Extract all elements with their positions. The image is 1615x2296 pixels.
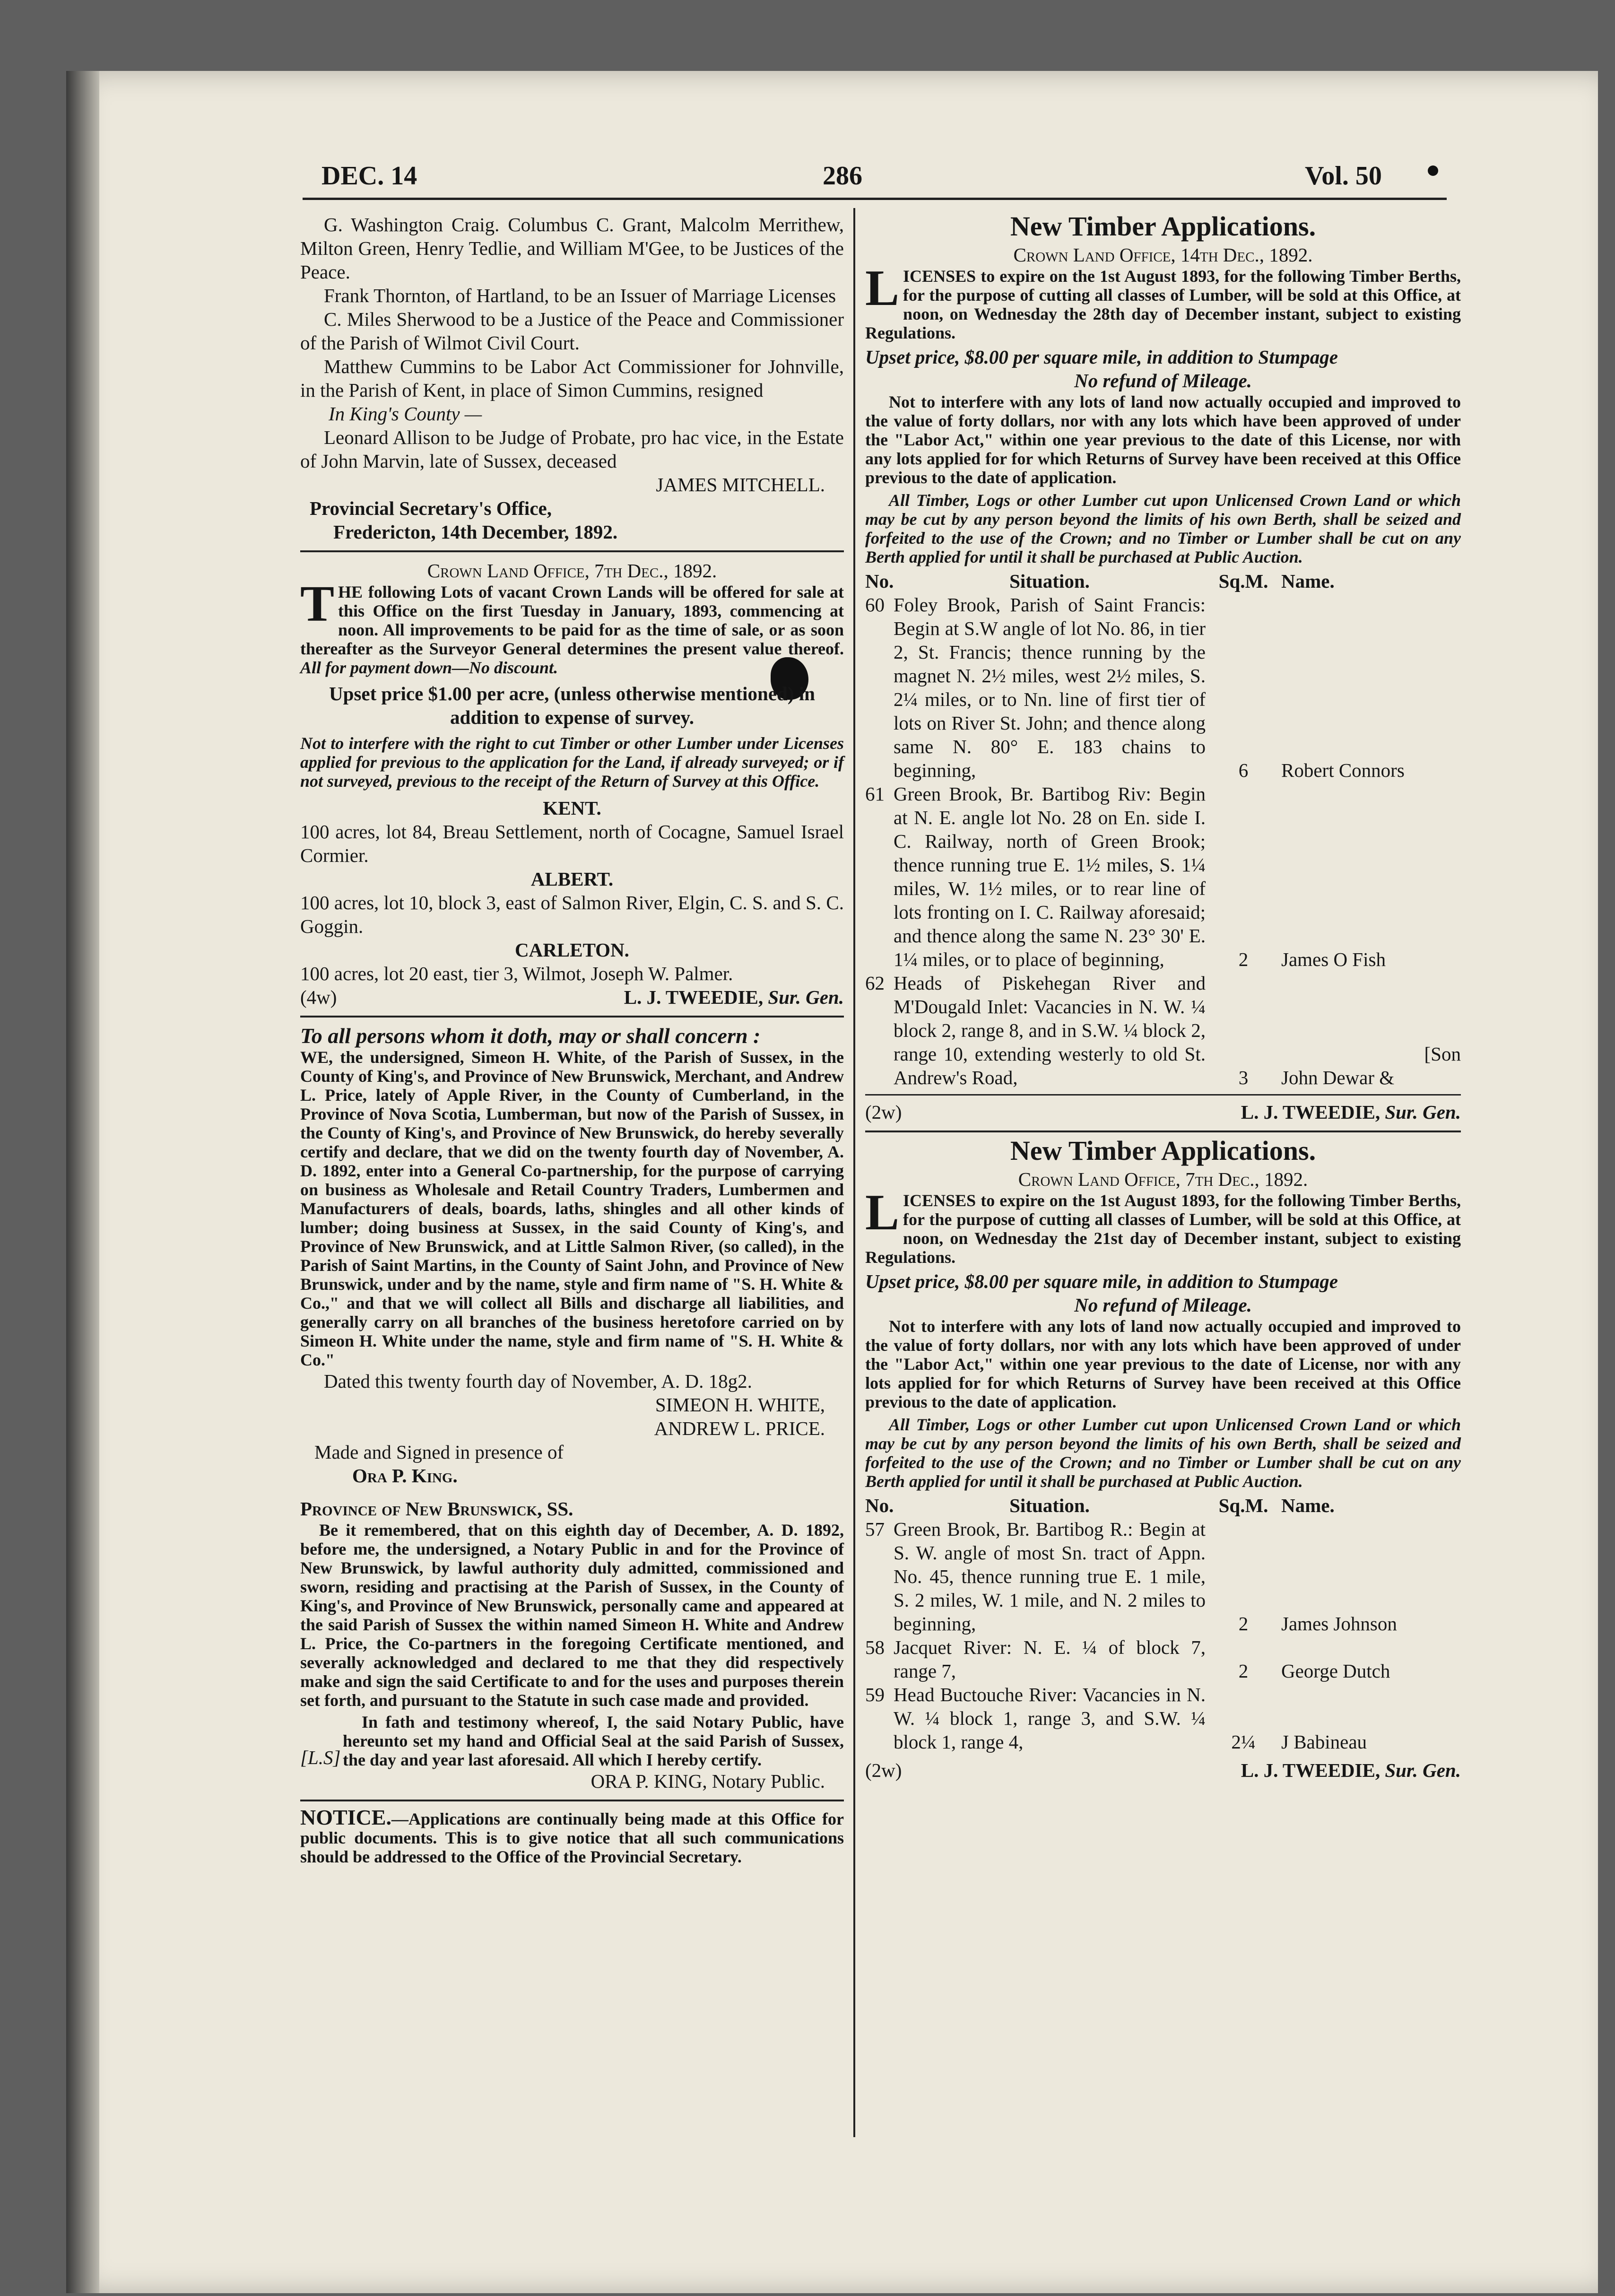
header-volume: Vol. 50 — [1305, 161, 1382, 191]
row-name-extra: [Son — [1424, 1043, 1461, 1065]
section1-upset: Upset price, $8.00 per square mile, in addition to Stumpage — [865, 346, 1338, 368]
appointment-justices: G. Washington Craig. Columbus C. Grant, Malcolm Merrithew, Milton Green, Henry Tedlie, and William M'Gee, to be Justices of the Peace. — [300, 214, 844, 283]
ink-dot — [1428, 165, 1438, 176]
col-name: Name. — [1281, 1495, 1335, 1516]
col-no: No. — [865, 1495, 894, 1516]
row-sqm: 3 — [1238, 1067, 1249, 1088]
col-name: Name. — [1281, 570, 1335, 592]
row-no: 58 — [865, 1636, 885, 1658]
partner-price: ANDREW L. PRICE. — [654, 1418, 825, 1439]
section2-title: New Timber Applications. — [1010, 1135, 1316, 1166]
county-kent: KENT. — [543, 797, 601, 819]
tweedie-code: (4w) — [300, 986, 337, 1008]
section2-all-timber: All Timber, Logs or other Lumber cut upon Unlicensed Crown Land or which may be cut by any person beyond the limits of his own Berth, shall be seized and forfeited to the use of the Crown; and no Timber or Lumber shall be cut on any Berth applied for until it shall be purchased at Public Auction. — [865, 1415, 1461, 1491]
row-no: 59 — [865, 1684, 885, 1705]
rule — [300, 550, 844, 552]
witness: Ora P. King. — [352, 1465, 458, 1487]
row-sqm: 2 — [1238, 1660, 1249, 1682]
header-page-number: 286 — [823, 161, 862, 191]
remembered-paragraph: Be it remembered, that on this eighth day of December, A. D. 1892, before me, the undersigned, a Notary Public in and for the Province of New Brunswick, by lawful authority duly admitted, commissioned and sworn, residing and practising at the Parish of Sussex, in the County of King's, and Province of New Brunswick, personally came and appeared at the said Parish of Sussex the within named Simeon H. White and Andrew L. Price, the Co-partners in the foregoing Certificate mentioned, and severally acknowledged and declared to me that they did respectively make and sign the said Certificate to and for the uses and purposes therein set forth, and pursuant to the Statute in such case made and provided. — [300, 1521, 844, 1710]
section1-refund: No refund of Mileage. — [1074, 370, 1252, 391]
section2-licenses: ICENSES to expire on the 1st August 1893, for the following Timber Berths, for the purpose of cutting all classes of Lumber, will be sold at this Office, at noon, on Wednesday the 21st day of December instant, subject to existing Regulations. — [865, 1191, 1461, 1267]
kings-county: In King's County — — [329, 403, 482, 425]
notice-label: NOTICE. — [300, 1805, 391, 1829]
row-name: John Dewar & — [1281, 1067, 1395, 1088]
section1-title: New Timber Applications. — [1010, 211, 1316, 242]
rule — [300, 1016, 844, 1018]
section1-signer-title: Sur. Gen. — [1385, 1101, 1461, 1123]
right-column — [865, 213, 1461, 1782]
province-heading: Province of New Brunswick, SS. — [300, 1498, 573, 1520]
section2-refund: No refund of Mileage. — [1074, 1294, 1252, 1316]
tweedie-signer: L. J. TWEEDIE, — [624, 986, 764, 1008]
table-row — [865, 593, 1461, 782]
rule — [300, 1800, 844, 1801]
section2-signer-title: Sur. Gen. — [1385, 1759, 1461, 1781]
made-signed: Made and Signed in presence of — [314, 1441, 564, 1463]
concern-heading: To all persons whom it doth, may or shall concern : — [300, 1024, 761, 1048]
row-sqm: 2 — [1238, 1613, 1249, 1635]
upset-price: Upset price $1.00 per acre, (unless otherwise mentioned) in addition to expense of survey. — [329, 683, 815, 728]
row-situation: Jacquet River: N. E. ¼ of block 7, range 7, — [894, 1636, 1206, 1682]
table-row — [865, 1517, 1461, 1635]
section2-office: Crown Land Office, 7th Dec., 1892. — [1018, 1168, 1308, 1190]
appointment-allison: Leonard Allison to be Judge of Probate, pro hac vice, in the Estate of John Marvin, late of Sussex, deceased — [300, 426, 844, 472]
col-no: No. — [865, 570, 894, 592]
signer-mitchell: JAMES MITCHELL. — [656, 474, 825, 496]
lot-carleton: 100 acres, lot 20 east, tier 3, Wilmot, Joseph W. Palmer. — [300, 963, 733, 984]
office-line-2: Fredericton, 14th December, 1892. — [333, 521, 618, 543]
crown-heading: Crown Land Office, 7th Dec., 1892. — [427, 560, 717, 582]
row-situation: Head Buctouche River: Vacancies in N. W. ¼ block 1, range 3, and S.W. ¼ block 1, range 4, — [894, 1684, 1206, 1753]
row-name: George Dutch — [1281, 1660, 1390, 1682]
section1-table-header — [865, 569, 1461, 593]
rule — [865, 1094, 1461, 1096]
col-situation: Situation. — [1009, 570, 1090, 592]
partner-white: SIMEON H. WHITE, — [655, 1394, 825, 1416]
row-situation: Heads of Piskehegan River and M'Dougald Inlet: Vacancies in N. W. ¼ block 2, range 8, and in S.W. ¼ block 2, range 10, extending westerly to old St. Andrew's Road, — [894, 972, 1206, 1088]
row-situation: Foley Brook, Parish of Saint Francis: Begin at S.W angle of lot No. 86, in tier 2, St. Francis; thence running by the magnet N. 2½ miles, west 2½ miles, S. 2¼ miles, or to Nn. line of first tier of lots on River St. John; and thence along same N. 80° E. 183 chains to beginning, — [894, 594, 1206, 781]
row-no: 60 — [865, 594, 885, 616]
section1-all-timber: All Timber, Logs or other Lumber cut upon Unlicensed Crown Land or which may be cut by any person beyond the limits of his own Berth, shall be seized and forfeited to the use of the Crown; and no Timber or Lumber shall be cut on any Berth applied for until it shall be purchased at Public Auction. — [865, 491, 1461, 566]
county-carleton: CARLETON. — [515, 939, 629, 961]
rule — [865, 1131, 1461, 1132]
row-sqm: 2¼ — [1231, 1731, 1256, 1753]
drop-cap: T — [300, 576, 335, 632]
section2-drop-cap: L — [865, 1184, 900, 1241]
col-situation: Situation. — [1009, 1495, 1090, 1516]
row-name: J Babineau — [1281, 1731, 1367, 1753]
table-row — [865, 1683, 1461, 1754]
lot-albert: 100 acres, lot 10, block 3, east of Salmon River, Elgin, C. S. and S. C. Goggin. — [300, 892, 844, 937]
appointment-cummins: Matthew Cummins to be Labor Act Commissioner for Johnville, in the Parish of Kent, in place of Simon Cummins, resigned — [300, 356, 844, 401]
col-sqm: Sq.M. — [1218, 570, 1268, 592]
header-rule — [303, 198, 1447, 200]
row-situation: Green Brook, Br. Bartibog R.: Begin at S. W. angle of most Sn. tract of Appn. No. 45, thence running true E. 1 mile, S. 2 miles, W. 1 mile, and N. 2 miles to beginning, — [894, 1518, 1206, 1635]
testimony: In fath and testimony whereof, I, the said Notary Public, have hereunto set my hand and Official Seal at the said Parish of Sussex, the day and year last aforesaid. All which I hereby certify. — [343, 1713, 844, 1769]
section1-code: (2w) — [865, 1101, 902, 1123]
row-name: Robert Connors — [1281, 759, 1405, 781]
seal: [L.S] — [300, 1747, 341, 1768]
section1-signer: L. J. TWEEDIE, — [1241, 1101, 1381, 1123]
row-no: 62 — [865, 972, 885, 994]
tweedie-title: Sur. Gen. — [768, 986, 844, 1008]
table-row — [865, 782, 1461, 971]
lots-paragraph: HE following Lots of vacant Crown Lands will be offered for sale at this Office on the first Tuesday in January, 1893, commencing at noon. All improvements to be paid for as the time of sale, or as soon thereafter as the Surveyor General determines the present value thereof. — [300, 583, 844, 658]
county-albert: ALBERT. — [530, 868, 614, 890]
appointment-sherwood: C. Miles Sherwood to be a Justice of the Peace and Commissioner of the Parish of Wilmot Civil Court. — [300, 308, 844, 354]
row-sqm: 6 — [1238, 759, 1249, 781]
section2-not-interfere: Not to interfere with any lots of land now actually occupied and improved to the value of forty dollars, nor with any lots which have been approved of under the "Labor Act," within one year previous to the date of License, nor with any lots applied for for which Returns of Survey have been received at this Office previous to the date of application. — [865, 1317, 1461, 1411]
row-name: James O Fish — [1281, 948, 1386, 970]
dated-line: Dated this twenty fourth day of November, A. D. 18g2. — [324, 1370, 752, 1392]
lots-payment: All for payment down—No discount. — [300, 658, 558, 677]
row-name: James Johnson — [1281, 1613, 1397, 1635]
office-line-1: Provincial Secretary's Office, — [310, 497, 552, 519]
section1-not-interfere: Not to interfere with any lots of land now actually occupied and improved to the value of forty dollars, nor with any lots which have been approved of under the "Labor Act," within one year previous to the date of this License, nor with any lots applied for for which Returns of Survey have been received at this Office previous to the date of application. — [865, 392, 1461, 487]
notary-signature: ORA P. KING, Notary Public. — [590, 1770, 825, 1792]
row-situation: Green Brook, Br. Bartibog Riv: Begin at N. E. angle lot No. 28 on En. side I. C. Railway, north of Green Brook; thence running true E. 1½ miles, S. 1¼ miles, W. 1½ miles, or to rear line of lots fronting on I. C. Railway aforesaid; and thence along the same N. 23° 30' E. 1¼ miles, or to place of beginning, — [894, 783, 1206, 970]
notice-text: —Applications are continually being made at this Office for public documents. This is to give notice that all such communications should be addressed to the Office of the Provincial Secretary. — [300, 1809, 844, 1866]
col-sqm: Sq.M. — [1218, 1495, 1268, 1516]
header-date: DEC. 14 — [321, 161, 417, 191]
column-divider — [853, 208, 855, 2137]
not-interfere: Not to interfere with the right to cut Timber or other Lumber under Licenses applied for previous to the application for the Land, if already surveyed; or if not surveyed, previous to the receipt of the Return of Survey at this Office. — [300, 734, 844, 791]
row-sqm: 2 — [1238, 948, 1249, 970]
section1-office: Crown Land Office, 14th Dec., 1892. — [1013, 244, 1313, 266]
newspaper-page — [66, 71, 1598, 2293]
table-row — [865, 971, 1461, 1089]
section2-code: (2w) — [865, 1759, 902, 1781]
table-row — [865, 1635, 1461, 1683]
appointment-issuer: Frank Thornton, of Hartland, to be an Issuer of Marriage Licenses — [324, 285, 836, 306]
row-no: 61 — [865, 783, 885, 805]
partnership-declaration: WE, the undersigned, Simeon H. White, of the Parish of Sussex, in the County of King's, and Province of New Brunswick, Merchant, and Andrew L. Price, lately of Apple River, in the County of Cumberland, in the Province of Nova Scotia, Lumberman, but now of the Parish of Sussex, in the County of King's, and Province of New Brunswick, do hereby severally certify and declare, that we did on the twenty fourth day of November, A. D. 1892, enter into a General Co-partnership, for the purpose of carrying on business as Wholesale and Retail Country Traders, Lumbermen and Manufacturers of deals, boards, laths, shingles and all other kinds of lumber; doing business at Sussex, in the said County of King's, and Province of New Brunswick, and at Little Salmon River, (so called), in the Parish of Saint Martins, in the County of Saint John, and Province of New Brunswick, under and by the name, style and firm name of "S. H. White & Co.," and that we will collect all Bills and discharge all liabilities, and generally carry on all branches of the business heretofore carried on by Simeon H. White under the name, style and firm name of "S. H. White & Co." — [300, 1048, 844, 1369]
row-no: 57 — [865, 1518, 885, 1540]
left-column — [300, 213, 844, 1866]
binding-shadow — [66, 71, 99, 2293]
lot-kent: 100 acres, lot 84, Breau Settlement, north of Cocagne, Samuel Israel Cormier. — [300, 821, 844, 866]
section1-drop-cap: L — [865, 260, 900, 316]
section2-table-header — [865, 1494, 1461, 1517]
section2-signer: L. J. TWEEDIE, — [1241, 1759, 1381, 1781]
section2-upset: Upset price, $8.00 per square mile, in addition to Stumpage — [865, 1270, 1338, 1292]
section1-licenses: ICENSES to expire on the 1st August 1893, for the following Timber Berths, for the purpose of cutting all classes of Lumber, will be sold at this Office, at noon, on Wednesday the 28th day of December instant, subject to existing Regulations. — [865, 267, 1461, 342]
